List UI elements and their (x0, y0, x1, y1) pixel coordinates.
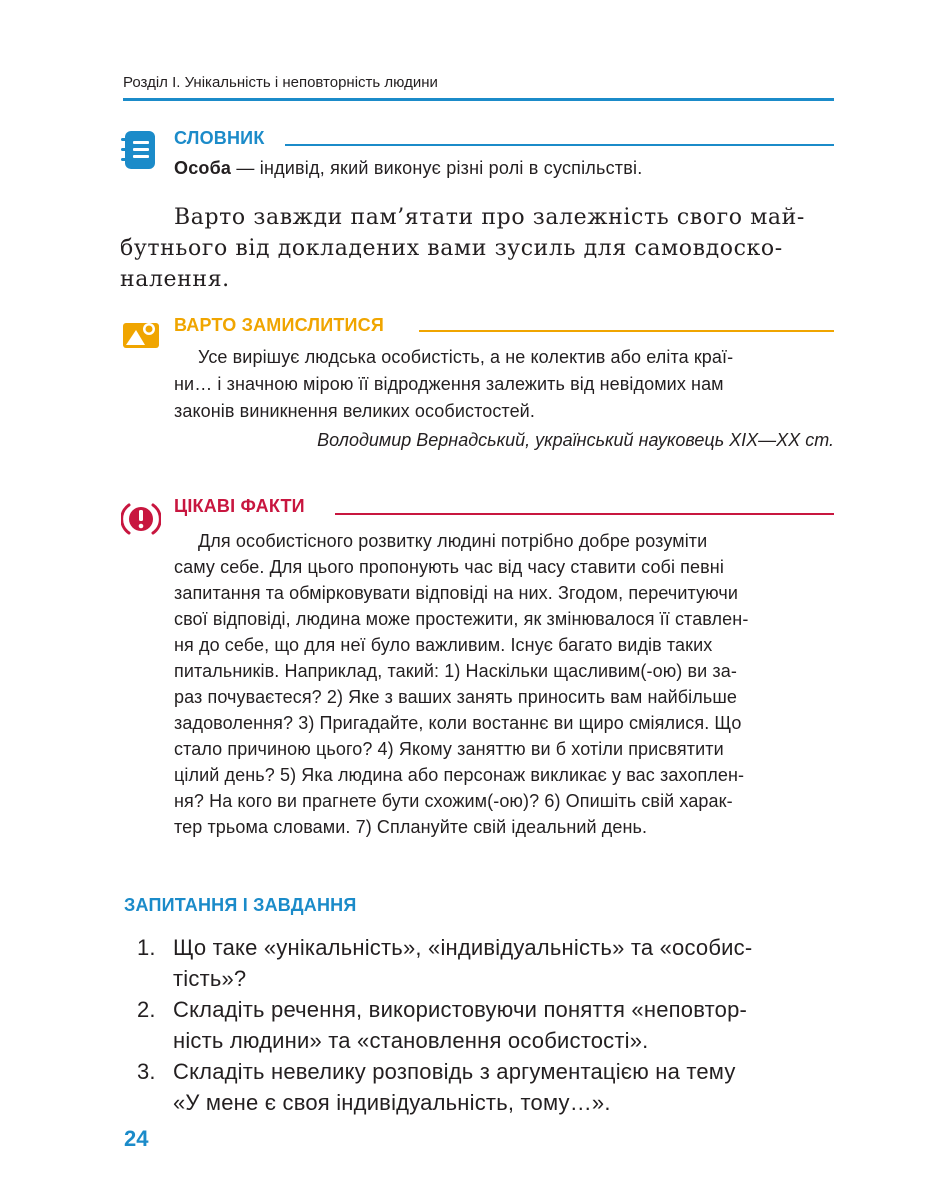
paragraph-line: Варто завжди пам’ятати про залежність свого май- (174, 205, 805, 230)
question-item (137, 1056, 834, 1118)
facts-line: ня? На кого ви прагнете бути схожим(-ою)? 6) Опишіть свій харак- (174, 791, 733, 811)
quote-line: ни… і значною мірою її відродження залежить від невідомих нам (174, 374, 724, 394)
quote-text (174, 344, 834, 425)
facts-line: задоволення? 3) Пригадайте, коли востаннє ви щиро сміялися. Що (174, 713, 742, 733)
facts-line: цілий день? 5) Яка людина або персонаж викликає у вас захоплен- (174, 765, 745, 785)
paragraph-line: налення. (120, 267, 230, 292)
dictionary-term: Особа (174, 158, 232, 178)
header-rule (123, 98, 834, 101)
main-paragraph (120, 202, 834, 295)
question-number: 1. (137, 935, 156, 960)
question-item (137, 932, 834, 994)
facts-line: Для особистісного розвитку людині потрібно добре розуміти (198, 531, 708, 551)
question-line: тість»? (173, 966, 247, 991)
question-line: Що таке «унікальність», «індивідуальність» та «особис- (173, 935, 753, 960)
think-rule (419, 330, 834, 332)
facts-line: раз почуваєтеся? 2) Яке з ваших занять приносить вам найбільше (174, 687, 738, 707)
quote-author: Володимир Вернадський, український науковець XIX—XX ст. (317, 430, 834, 450)
questions-list (137, 932, 834, 1118)
image-idea-icon (123, 320, 159, 348)
question-line: Складіть невелику розповідь з аргументацією на тему (173, 1059, 736, 1084)
dictionary-title: СЛОВНИК (174, 128, 265, 148)
facts-line: саму себе. Для цього пропонують час від часу ставити собі певні (174, 557, 724, 577)
page-number: 24 (124, 1126, 149, 1151)
notebook-icon (121, 130, 157, 170)
dictionary-definition: — індивід, який виконує різні ролі в суспільстві. (231, 158, 643, 178)
questions-title: ЗАПИТАННЯ І ЗАВДАННЯ (124, 895, 357, 915)
facts-title: ЦІКАВІ ФАКТИ (174, 496, 305, 516)
facts-line: запитання та обмірковувати відповіді на них. Згодом, перечитуючи (174, 583, 739, 603)
question-line: Складіть речення, використовуючи поняття «неповтор- (173, 997, 748, 1022)
facts-line: стало причиною цього? 4) Якому заняттю ви б хотіли присвятити (174, 739, 724, 759)
facts-line: тер трьома словами. 7) Сплануйте свій ідеальний день. (174, 817, 648, 837)
facts-text (174, 528, 834, 840)
facts-rule (335, 513, 834, 515)
exclamation-icon (121, 499, 161, 539)
question-number: 2. (137, 997, 156, 1022)
question-line: «У мене є своя індивідуальність, тому…». (173, 1090, 611, 1115)
facts-line: питальників. Наприклад, такий: 1) Наскільки щасливим(-ою) ви за- (174, 661, 737, 681)
dictionary-rule (285, 144, 834, 146)
question-line: ність людини» та «становлення особистості». (173, 1028, 649, 1053)
facts-line: ня до себе, що для неї було важливим. Існує багато видів таких (174, 635, 713, 655)
question-item (137, 994, 834, 1056)
facts-line: свої відповіді, людина може простежити, як змінювалося її ставлен- (174, 609, 749, 629)
think-title: ВАРТО ЗАМИСЛИТИСЯ (174, 315, 385, 335)
quote-line: Усе вирішує людська особистість, а не колектив або еліта краї- (198, 347, 734, 367)
paragraph-line: бутнього від докладених вами зусиль для самовдоско- (120, 236, 783, 261)
dictionary-entry (174, 158, 642, 179)
question-number: 3. (137, 1059, 156, 1084)
running-title: Розділ I. Унікальність і неповторність людини (123, 74, 438, 91)
quote-line: законів виникнення великих особистостей. (174, 401, 535, 421)
